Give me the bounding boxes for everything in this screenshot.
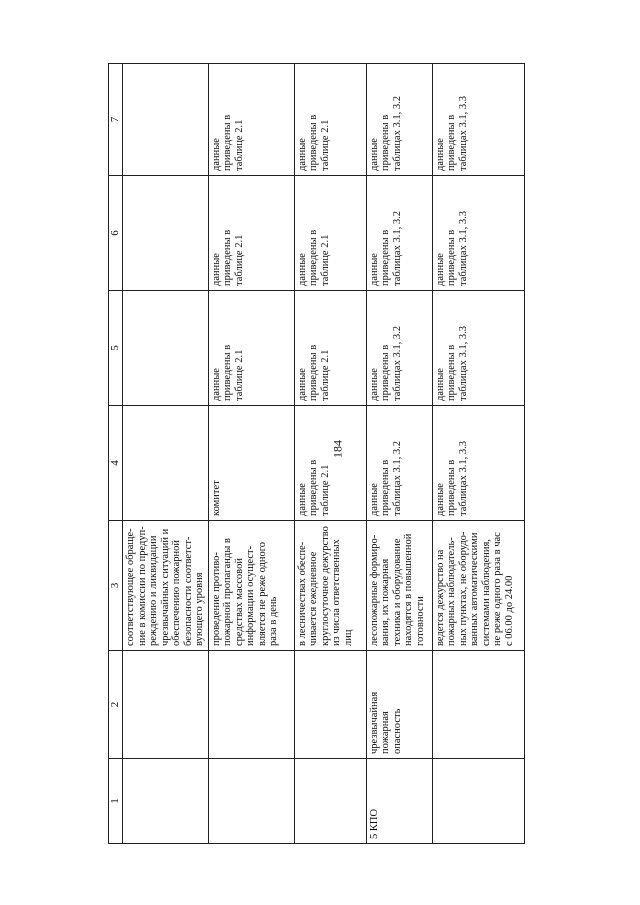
table-cell: данные приведены в таблицах 3.1, 3.2	[366, 406, 432, 521]
table-cell: ведется дежурство на пожарных наблюдатель- ных пунктах, не оборудо- ванных автоматическими системами наблюдения, не реже одного раза в час с 06.00 до 24.00	[432, 521, 524, 651]
table-cell: данные приведены в таблице 2.1	[208, 291, 294, 406]
table-cell: данные приведены в таблице 2.1	[294, 406, 366, 521]
table-cell: соответствующее обраще- ние в комиссии по предуп- реждению и ликвидации чрезвычайных ситуаций и обеспечению пожарной безопасности соответст- вующего уровня	[123, 521, 209, 651]
column-header: 6	[109, 176, 123, 291]
table-cell	[123, 64, 209, 176]
table-cell: данные приведены в таблицах 3.1, 3.2	[366, 176, 432, 291]
table-cell	[294, 651, 366, 759]
table-cell	[294, 759, 366, 844]
table-cell	[123, 176, 209, 291]
table-cell: данные приведены в таблицах 3.1, 3.3	[432, 291, 524, 406]
table-cell: данные приведены в таблицах 3.1, 3.3	[432, 176, 524, 291]
rotated-table-viewport	[108, 64, 515, 844]
rotated-table	[108, 64, 515, 844]
table-cell: данные приведены в таблице 2.1	[208, 64, 294, 176]
table-cell	[123, 406, 209, 521]
table-cell: 5 КПО	[366, 759, 432, 844]
table-row	[294, 64, 366, 844]
page-number: 184	[330, 440, 345, 458]
table-cell: данные приведены в таблицах 3.1, 3.2	[366, 291, 432, 406]
column-header: 3	[109, 521, 123, 651]
table-row	[432, 64, 524, 844]
table-cell: данные приведены в таблицах 3.1, 3.2	[366, 64, 432, 176]
column-header: 7	[109, 64, 123, 176]
table-cell: данные приведены в таблице 2.1	[208, 176, 294, 291]
table-header-row	[109, 64, 123, 844]
table-cell: данные приведены в таблицах 3.1, 3.3	[432, 64, 524, 176]
table-cell: лесопожарные формиро- вания, их пожарная техника и оборудование находятся в повышенной готовности	[366, 521, 432, 651]
table-cell: данные приведены в таблице 2.1	[294, 176, 366, 291]
table-cell: данные приведены в таблице 2.1	[294, 291, 366, 406]
column-header: 5	[109, 291, 123, 406]
table-row	[208, 64, 294, 844]
table-cell	[123, 651, 209, 759]
column-header: 2	[109, 651, 123, 759]
table-cell	[432, 759, 524, 844]
table-cell: данные приведены в таблицах 3.1, 3.3	[432, 406, 524, 521]
table-cell	[123, 759, 209, 844]
table-cell: в лесничествах обеспе- чивается ежедневное круглосуточное дежурство из числа ответственных лиц	[294, 521, 366, 651]
table-cell	[208, 651, 294, 759]
column-header: 4	[109, 406, 123, 521]
table-cell	[208, 759, 294, 844]
table-cell	[123, 291, 209, 406]
table-cell: данные приведены в таблице 2.1	[294, 64, 366, 176]
column-header: 1	[109, 759, 123, 844]
fire-danger-table	[108, 63, 525, 844]
table-cell: проведение противо- пожарной пропаганды в средствах массовой информации осущест- вляется не реже одного раза в день	[208, 521, 294, 651]
table-cell: комитет	[208, 406, 294, 521]
table-cell: чрезвычайная пожарная опасность	[366, 651, 432, 759]
table-row	[123, 64, 209, 844]
table-cell	[432, 651, 524, 759]
table-row	[366, 64, 432, 844]
